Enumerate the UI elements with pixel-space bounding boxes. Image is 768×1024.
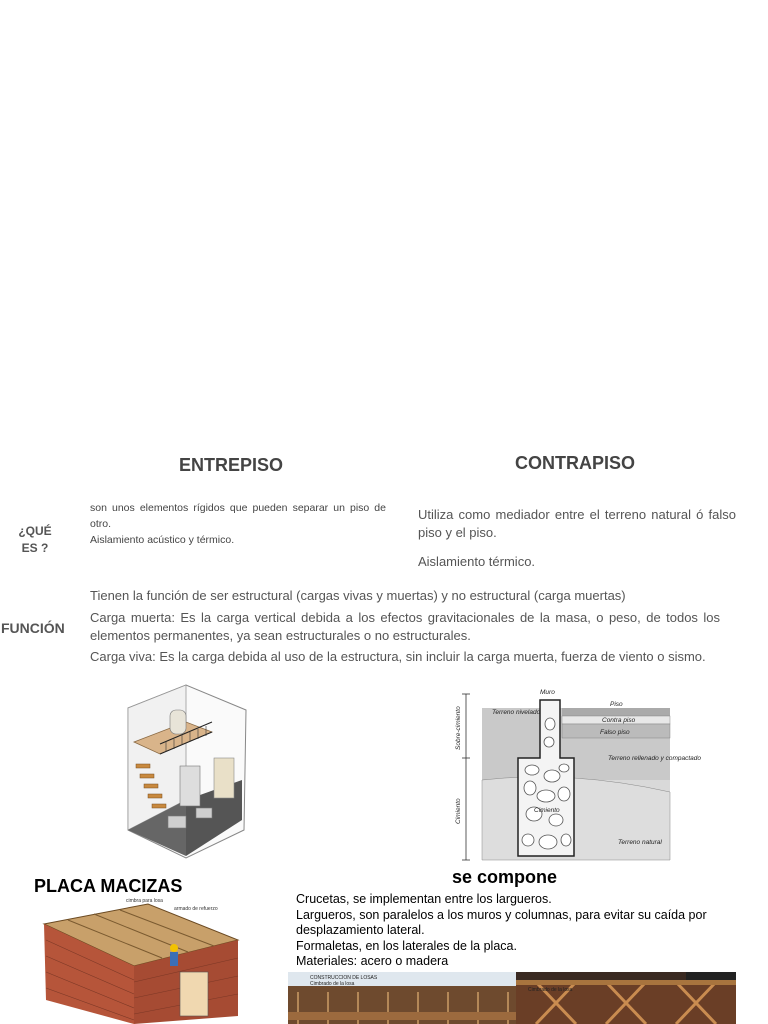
funcion-line3: Carga viva: Es la carga debida al uso de la estructura, sin incluir la carga muerta, fuerza de viento o sismo. [90, 649, 706, 664]
label-cimiento-center: Cimiento [534, 807, 560, 814]
label-cimiento-side: Cimiento [455, 798, 462, 824]
label-piso: Piso [610, 701, 623, 708]
compone-list [296, 892, 736, 970]
compone-item: Crucetas, se implementan entre los largueros. [296, 892, 552, 906]
placa-label-armado: armado de refuerzo [174, 906, 218, 912]
label-contra-piso: Contra piso [602, 717, 636, 724]
compone-item: Largueros, son paralelos a los muros y columnas, para evitar su caída por desplazamiento lateral. [296, 907, 707, 937]
contrapiso-heading: CONTRAPISO [515, 453, 636, 473]
photo1-sub: Cimbrado de la losa [310, 981, 355, 987]
compone-title: se compone [452, 867, 558, 887]
placa-title: PLACA MACIZAS [34, 876, 183, 896]
contrapiso-insulation: Aislamiento térmico. [418, 554, 536, 569]
que-es-label: ¿QUÉ ES ? [18, 524, 52, 555]
photo2-caption: Cimbrado de la losa [528, 987, 573, 993]
label-muro: Muro [540, 689, 555, 696]
formwork-photo-2 [516, 972, 736, 1024]
entrepiso-definition: son unos elementos rígidos que pueden separar un piso de otro. Aislamiento acústico y térmico. [90, 502, 386, 546]
formwork-photo-1 [288, 972, 516, 1024]
entrepiso-illustration [118, 680, 258, 860]
photo1-caption: CONSTRUCCION DE LOSAS [310, 975, 378, 981]
label-terreno-rellenado: Terreno rellenado y compactado [608, 755, 701, 762]
entrepiso-insulation: Aislamiento acústico y térmico. [90, 534, 235, 546]
placa-label-cimbra: cimbra para losa [126, 898, 163, 904]
funcion-line1: Tienen la función de ser estructural (cargas vivas y muertas) y no estructural (carga muertas) [90, 588, 626, 603]
contrapiso-definition: Utiliza como mediador entre el terreno natural ó falso piso y el piso. [418, 507, 736, 540]
placa-illustration [38, 896, 248, 1024]
compone-item: Formaletas, en los laterales de la placa. [296, 938, 517, 953]
label-terreno-nivelado: Terreno nivelado [492, 709, 541, 716]
funcion-line2: Carga muerta: Es la carga vertical debida a los efectos gravitacionales de la masa, o peso, de todos los elementos permanentes, ya sean estructurales o no estructurales. [90, 610, 720, 643]
label-sobre-cimiento: Sobre-cimiento [455, 706, 462, 750]
label-terreno-natural: Terreno natural [618, 839, 662, 846]
funcion-label: FUNCIÓN [1, 620, 65, 636]
contrapiso-section-diagram [452, 684, 701, 862]
entrepiso-heading: ENTREPISO [179, 455, 284, 475]
label-falso-piso: Falso piso [600, 729, 630, 736]
compone-item: Materiales: acero o madera [296, 954, 449, 968]
